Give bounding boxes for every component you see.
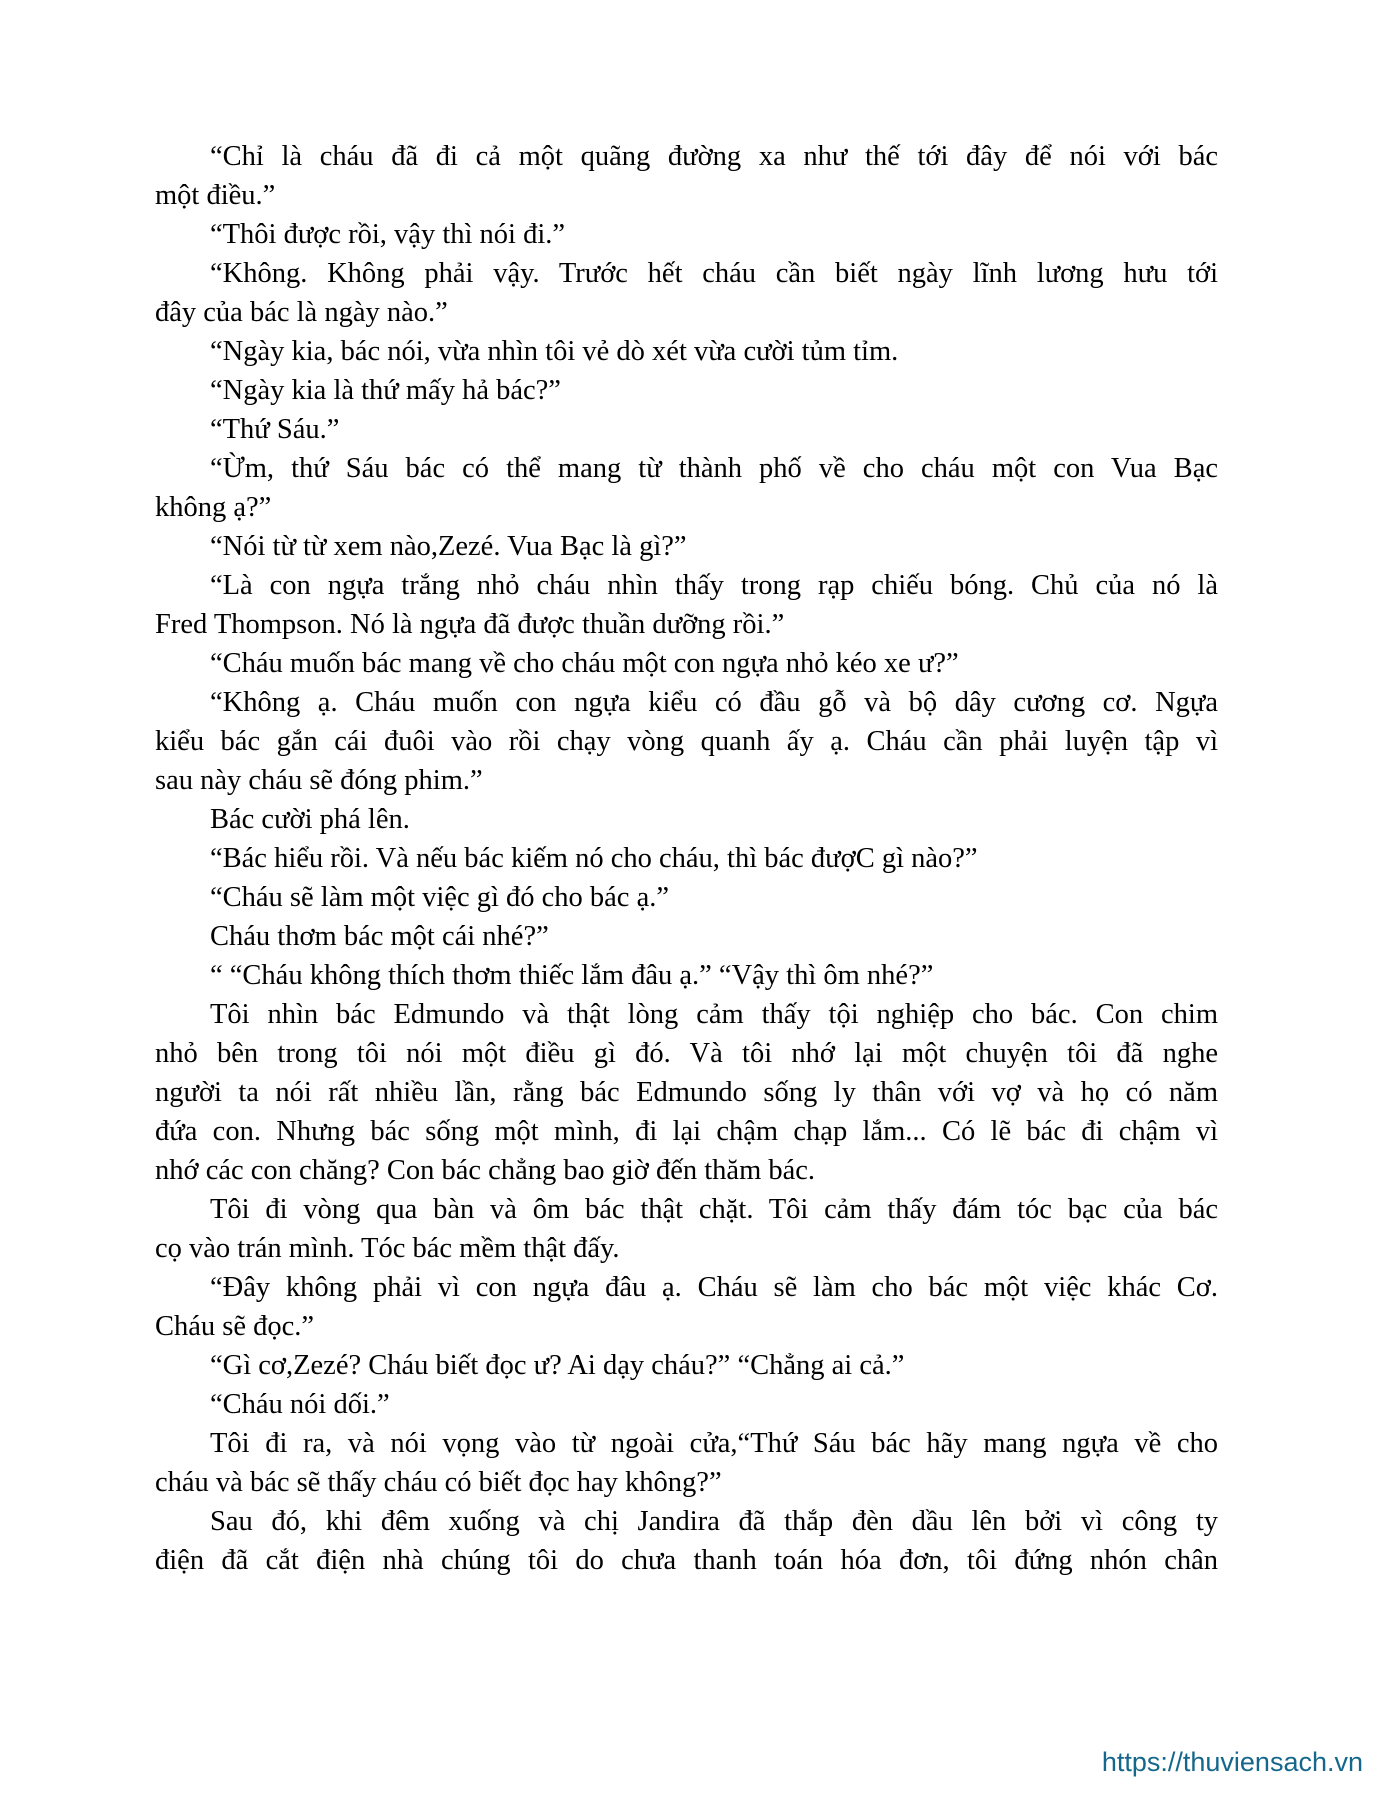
text-line: cọ vào trán mình. Tóc bác mềm thật đấy. — [155, 1233, 620, 1264]
text-line: nhỏ bên trong tôi nói một điều gì đó. Và tôi nhớ lại một chuyện tôi đã nghe — [155, 1038, 1218, 1069]
text-line: đây của bác là ngày nào.” — [155, 297, 448, 328]
text-line: “Thứ Sáu.” — [210, 414, 340, 445]
text-line: cháu và bác sẽ thấy cháu có biết đọc hay không?” — [155, 1467, 722, 1498]
text-line: “Ngày kia, bác nói, vừa nhìn tôi vẻ dò xét vừa cười tủm tỉm. — [210, 336, 899, 367]
text-line: Cháu sẽ đọc.” — [155, 1311, 315, 1342]
text-line: “Cháu sẽ làm một việc gì đó cho bác ạ.” — [210, 882, 670, 913]
text-line: đứa con. Nhưng bác sống một mình, đi lại chậm chạp lắm... Có lẽ bác đi chậm vì — [155, 1116, 1218, 1147]
text-line: nhớ các con chăng? Con bác chẳng bao giờ đến thăm bác. — [155, 1155, 816, 1186]
text-block — [155, 137, 1218, 1580]
text-line: “Cháu muốn bác mang về cho cháu một con ngựa nhỏ kéo xe ư?” — [210, 648, 959, 679]
text-line: “ “Cháu không thích thơm thiếc lắm đâu ạ.” “Vậy thì ôm nhé?” — [210, 960, 934, 991]
text-line: một điều.” — [155, 180, 276, 211]
text-line: Tôi đi ra, và nói vọng vào từ ngoài cửa,“Thứ Sáu bác hãy mang ngựa về cho — [210, 1428, 1218, 1459]
text-line: “Thôi được rồi, vậy thì nói đi.” — [210, 219, 566, 250]
text-line: “Không ạ. Cháu muốn con ngựa kiểu có đầu gỗ và bộ dây cương cơ. Ngựa — [210, 687, 1218, 718]
text-line: Tôi nhìn bác Edmundo và thật lòng cảm thấy tội nghiệp cho bác. Con chim — [210, 999, 1218, 1030]
text-line: không ạ?” — [155, 492, 272, 523]
text-line: Cháu thơm bác một cái nhé?” — [210, 921, 549, 952]
text-line: Fred Thompson. Nó là ngựa đã được thuần dưỡng rồi.” — [155, 609, 785, 640]
text-line: “Bác hiểu rồi. Và nếu bác kiếm nó cho cháu, thì bác đượC gì nào?” — [210, 843, 978, 874]
text-line: sau này cháu sẽ đóng phim.” — [155, 765, 483, 796]
text-line: điện đã cắt điện nhà chúng tôi do chưa thanh toán hóa đơn, tôi đứng nhón chân — [155, 1545, 1218, 1576]
text-line: người ta nói rất nhiều lần, rằng bác Edmundo sống ly thân với vợ và họ có năm — [155, 1077, 1218, 1108]
text-line: “Cháu nói dối.” — [210, 1389, 390, 1420]
text-line: “Chỉ là cháu đã đi cả một quãng đường xa như thế tới đây để nói với bác — [210, 141, 1218, 172]
text-line: “Nói từ từ xem nào,Zezé. Vua Bạc là gì?” — [210, 531, 687, 562]
text-line: Bác cười phá lên. — [210, 804, 410, 835]
text-line: Sau đó, khi đêm xuống và chị Jandira đã thắp đèn dầu lên bởi vì công ty — [210, 1506, 1218, 1537]
text-line: Tôi đi vòng qua bàn và ôm bác thật chặt. Tôi cảm thấy đám tóc bạc của bác — [210, 1194, 1218, 1225]
text-line: “Ngày kia là thứ mấy hả bác?” — [210, 375, 561, 406]
text-line: “Không. Không phải vậy. Trước hết cháu cần biết ngày lĩnh lương hưu tới — [210, 258, 1218, 289]
text-line: “Đây không phải vì con ngựa đâu ạ. Cháu sẽ làm cho bác một việc khác Cơ. — [210, 1272, 1218, 1303]
text-line: “Gì cơ,Zezé? Cháu biết đọc ư? Ai dạy cháu?” “Chẳng ai cả.” — [210, 1350, 905, 1381]
text-line: “Là con ngựa trắng nhỏ cháu nhìn thấy trong rạp chiếu bóng. Chủ của nó là — [210, 570, 1218, 601]
text-line: kiểu bác gắn cái đuôi vào rồi chạy vòng quanh ấy ạ. Cháu cần phải luyện tập vì — [155, 726, 1218, 757]
footer-link[interactable]: https://thuviensach.vn — [1101, 1747, 1363, 1777]
text-line: “Ừm, thứ Sáu bác có thể mang từ thành phố về cho cháu một con Vua Bạc — [210, 453, 1218, 484]
